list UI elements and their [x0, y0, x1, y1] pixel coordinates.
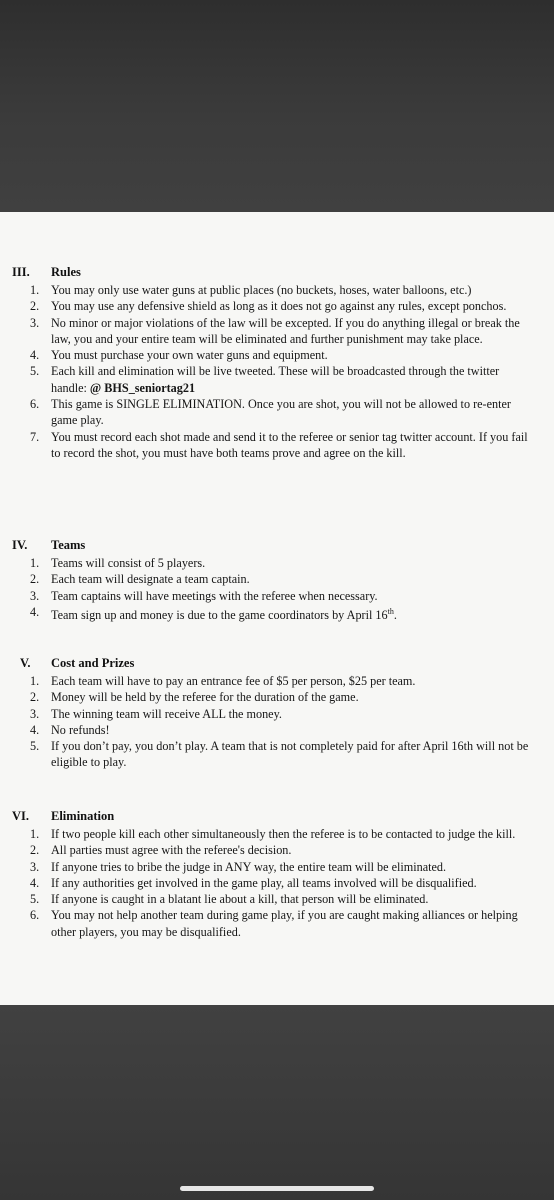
item-number: 1. — [30, 827, 40, 841]
item-text: You must record each shot made and send it to the referee or senior tag twitter account. If you fail to record the shot, you must have both teams prove and agree on the kill. — [51, 429, 528, 460]
section-title: Teams — [51, 538, 86, 552]
item-number: 3. — [30, 859, 40, 874]
item-number: 3. — [30, 706, 40, 721]
item-number: 1. — [30, 283, 40, 297]
section-heading — [0, 656, 554, 673]
item-number: 4. — [30, 348, 40, 363]
item-text: Each team will have to pay an entrance fee of $5 per person, $25 per team. — [51, 674, 416, 688]
list-item — [0, 826, 554, 842]
cost-list — [0, 673, 554, 771]
top-dark-area — [0, 0, 554, 212]
item-number: 5. — [30, 364, 40, 379]
list-item — [0, 588, 554, 604]
section-numeral: V. — [20, 656, 31, 670]
item-number: 6. — [30, 908, 40, 923]
item-text: No minor or major violations of the law will be excepted. If you do anything illegal or break the law, you and your entire team will be eliminated and further punishment may take place. — [51, 315, 520, 346]
item-text: This game is SINGLE ELIMINATION. Once you are shot, you will not be allowed to re-enter game play. — [51, 397, 511, 428]
item-text: You must purchase your own water guns and equipment. — [51, 348, 328, 363]
item-number: 4. — [30, 875, 40, 890]
item-text: No refunds! — [51, 722, 110, 737]
list-item — [0, 907, 554, 940]
item-number: 5. — [30, 892, 40, 907]
section-rules — [0, 265, 554, 461]
list-item — [0, 875, 554, 891]
item-text-end: . — [393, 607, 397, 622]
item-text: The winning team will receive ALL the money. — [51, 706, 282, 721]
item-number: 6. — [30, 397, 40, 412]
item-number: 4. — [30, 722, 40, 737]
rules-list — [0, 282, 554, 461]
item-text: You may not help another team during game play, if you are caught making alliances or helping other players, you may be disqualified. — [51, 908, 518, 939]
item-text: If anyone tries to bribe the judge in ANY way, the entire team will be eliminated. — [51, 859, 447, 874]
bottom-dark-area — [0, 1005, 554, 1200]
item-number: 4. — [30, 604, 40, 619]
section-title: Cost and Prizes — [51, 656, 135, 670]
item-text: You may use any defensive shield as long as it does not go against any rules, except ponchos. — [51, 299, 507, 314]
item-text: You may only use water guns at public places (no buckets, hoses, water balloons, etc.) — [51, 283, 472, 297]
list-item — [0, 842, 554, 858]
item-number: 2. — [30, 690, 40, 705]
item-number: 2. — [30, 843, 40, 858]
list-item — [0, 363, 554, 396]
document-page — [0, 212, 554, 1005]
list-item — [0, 555, 554, 571]
list-item — [0, 396, 554, 429]
item-number: 1. — [30, 674, 40, 688]
item-number: 3. — [30, 588, 40, 603]
list-item — [0, 282, 554, 298]
section-cost-and-prizes — [0, 656, 554, 771]
section-title: Rules — [51, 265, 81, 279]
item-number: 2. — [30, 299, 40, 314]
list-item — [0, 347, 554, 363]
item-number: 3. — [30, 315, 40, 330]
section-heading — [0, 265, 554, 282]
section-teams — [0, 538, 554, 623]
teams-list — [0, 555, 554, 623]
twitter-handle: @ BHS_seniortag21 — [89, 380, 196, 395]
list-item — [0, 571, 554, 587]
section-numeral: III. — [12, 265, 30, 279]
section-elimination — [0, 809, 554, 940]
section-heading — [0, 538, 554, 555]
home-indicator-bar[interactable] — [180, 1186, 374, 1191]
list-item — [0, 891, 554, 907]
section-title: Elimination — [51, 809, 115, 823]
item-text: If you don’t pay, you don’t play. A team that is not completely paid for after April 16th will not be eligible to play. — [51, 739, 529, 770]
list-item — [0, 673, 554, 689]
item-number: 2. — [30, 572, 40, 587]
item-number: 1. — [30, 556, 40, 570]
item-text: If two people kill each other simultaneously then the referee is to be contacted to judge the kill. — [51, 827, 516, 841]
superscript: th — [387, 606, 394, 616]
item-text: If any authorities get involved in the game play, all teams involved will be disqualified. — [51, 875, 477, 890]
item-text: Each kill and elimination will be live tweeted. These will be broadcasted through the twitter handle: — [51, 364, 500, 395]
list-item — [0, 738, 554, 771]
item-text: Money will be held by the referee for the duration of the game. — [51, 690, 359, 705]
section-numeral: VI. — [12, 809, 30, 823]
item-number: 7. — [30, 429, 40, 444]
section-heading — [0, 809, 554, 826]
list-item — [0, 429, 554, 462]
item-text: Teams will consist of 5 players. — [51, 556, 206, 570]
item-text: If anyone is caught in a blatant lie about a kill, that person will be eliminated. — [51, 892, 429, 907]
list-item — [0, 722, 554, 738]
list-item — [0, 315, 554, 348]
item-text: Team captains will have meetings with the referee when necessary. — [51, 588, 378, 603]
list-item — [0, 706, 554, 722]
item-text: Team sign up and money is due to the game coordinators by April 16 — [51, 607, 388, 622]
elimination-list — [0, 826, 554, 940]
list-item — [0, 298, 554, 314]
item-text: All parties must agree with the referee's decision. — [51, 843, 292, 858]
item-number: 5. — [30, 739, 40, 754]
list-item — [0, 859, 554, 875]
list-item — [0, 604, 554, 623]
item-text: Each team will designate a team captain. — [51, 572, 250, 587]
list-item — [0, 689, 554, 705]
section-numeral: IV. — [12, 538, 28, 552]
